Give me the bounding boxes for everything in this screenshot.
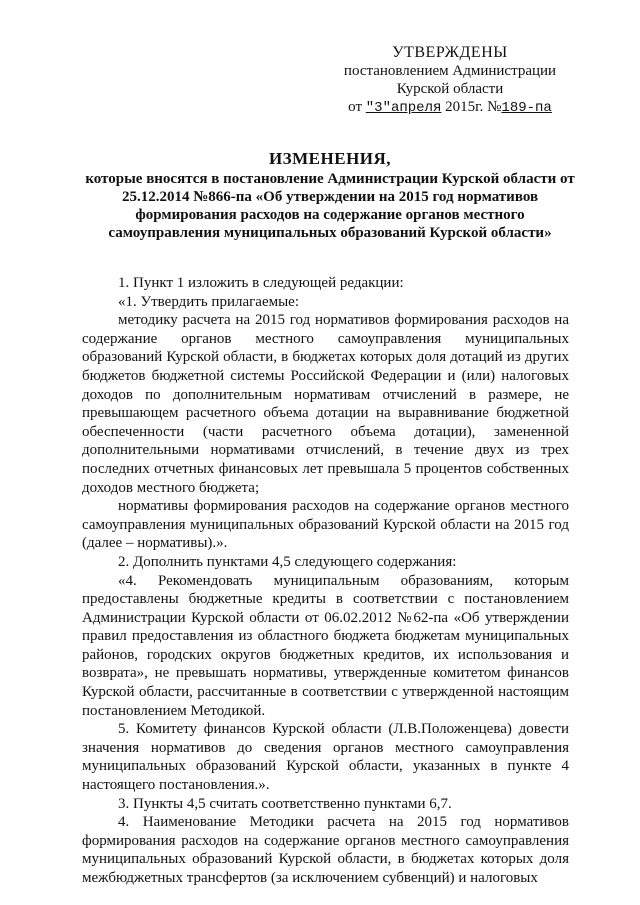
paragraph: 1. Пункт 1 изложить в следующей редакции: [118,275,404,291]
approval-line-1: постановлением Администрации [343,63,557,79]
approval-heading: УТВЕРЖДЕНЫ [392,44,508,61]
date-prefix: от [348,99,366,115]
decree-number: 189-па [501,100,552,116]
paragraph: 2. Дополнить пунктами 4,5 следующего содержания: [118,553,457,570]
document-title [80,150,580,242]
paragraph: «4. Рекомендовать муниципальным образованиям, которым предоставлены бюджетные кредиты в соответствии с постановлением Администрации Курской области от 06.02.2012 №62-па «Об утверждении правил предоставления из областного бюджета бюджетам муниципальных районов, городских округов бюджетных кредитов, их использования и возврата», не превышать нормативы, утвержденные комитетом финансов Курской области, рассчитанные в соответствии с утвержденной настоящим постановлением Методикой. [82,572,569,719]
paragraph: 5. Комитету финансов Курской области (Л.В.Положенцева) довести значения нормативов до сведения органов местного самоуправления муниципальных образований Курской области, указанных в пункте 4 настоящего постановления.». [82,721,569,794]
paragraph: 4. Наименование Методики расчета на 2015 год нормативов формирования расходов на содержание органов местного самоуправления муниципальных образований Курской области, в бюджетах которых доля межбюджетных трансфертов (за исключением субвенций) и налоговых [82,814,569,886]
approval-stamp [330,44,570,117]
document-body [82,274,569,888]
approval-date-line [330,98,570,117]
paragraph: методику расчета на 2015 год нормативов формирования расходов на содержание органов местного самоуправления муниципальных образований Курской области, в бюджетах которых доля дотаций из других бюджетов бюджетной системы Российской Федерации и (или) налоговых доходов по дополнительным нормативам отчислений в размере, не превышающем расчетного объема дотации на выравнивание бюджетной обеспеченности (части расчетного объема дотации), замененной дополнительными нормативами отчислений, в течение двух из трех последних отчетных финансовых лет превышала 5 процентов собственных доходов местного бюджета; [82,312,569,496]
title-main: ИЗМЕНЕНИЯ, [268,149,392,168]
date-year: 2015г. № [441,99,502,115]
paragraph: 3. Пункты 4,5 считать соответственно пунктами 6,7. [118,795,452,812]
title-subtitle: которые вносятся в постановление Администрации Курской области от 25.12.2014 №866-па «Об утверждении на 2015 год нормативов формирования расходов на содержание органов местного самоуправления муниципальных образований Курской области» [85,171,575,241]
paragraph: нормативы формирования расходов на содержание органов местного самоуправления муниципальных образований Курской области на 2015 год (далее – нормативы).». [82,498,569,552]
approval-line-2: Курской области [396,81,504,97]
paragraph: «1. Утвердить прилагаемые: [118,293,299,310]
date-value: "3"апреля [365,100,442,116]
